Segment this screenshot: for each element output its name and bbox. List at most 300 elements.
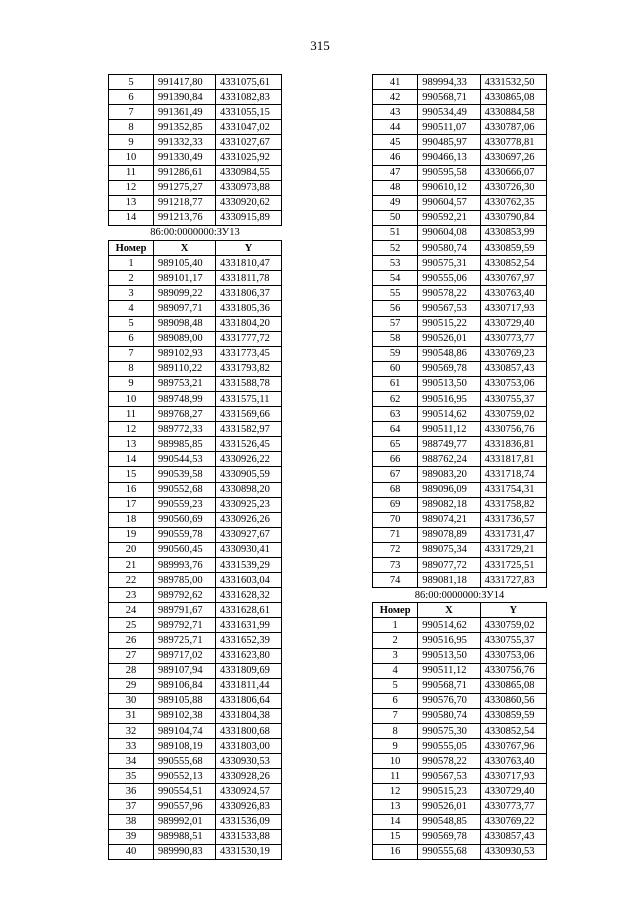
point-number-cell: 11 <box>109 165 154 180</box>
y-coordinate-cell: 4331082,83 <box>216 90 282 105</box>
coordinates-table-left-body <box>109 75 282 860</box>
table-row <box>109 784 282 799</box>
point-number-cell: 60 <box>373 361 418 376</box>
y-coordinate-cell: 4330927,67 <box>216 527 282 542</box>
table-row <box>109 286 282 301</box>
table-row <box>373 422 547 437</box>
x-coordinate-cell: 990575,30 <box>418 724 480 739</box>
y-coordinate-cell: 4331075,61 <box>216 75 282 90</box>
y-coordinate-cell: 4331569,66 <box>216 407 282 422</box>
point-number-cell: 10 <box>109 150 154 165</box>
table-row <box>373 844 547 859</box>
point-number-cell: 54 <box>373 271 418 286</box>
x-coordinate-cell: 990569,78 <box>418 829 480 844</box>
y-coordinate-cell: 4331025,92 <box>216 150 282 165</box>
x-coordinate-cell: 990555,68 <box>418 844 480 859</box>
x-coordinate-cell: 990575,31 <box>418 256 480 271</box>
table-row <box>373 754 547 769</box>
point-number-cell: 4 <box>109 301 154 316</box>
x-coordinate-cell: 990511,12 <box>418 422 480 437</box>
y-coordinate-cell: 4331809,69 <box>216 663 282 678</box>
x-coordinate-cell: 990526,01 <box>418 331 480 346</box>
table-row <box>373 286 547 301</box>
point-number-cell: 7 <box>109 346 154 361</box>
table-row <box>373 241 547 256</box>
y-coordinate-cell: 4331055,15 <box>216 105 282 120</box>
table-row <box>373 391 547 406</box>
point-number-cell: 20 <box>109 542 154 557</box>
point-number-cell: 32 <box>109 724 154 739</box>
x-coordinate-cell: 989994,33 <box>418 75 480 90</box>
table-row <box>109 618 282 633</box>
coordinates-table-right-body <box>373 75 547 860</box>
x-coordinate-cell: 990568,71 <box>418 90 480 105</box>
header-number: Номер <box>373 603 418 618</box>
y-coordinate-cell: 4330790,84 <box>480 210 546 225</box>
table-row <box>109 75 282 90</box>
x-coordinate-cell: 989089,00 <box>154 331 216 346</box>
y-coordinate-cell: 4330853,99 <box>480 225 546 240</box>
y-coordinate-cell: 4331533,88 <box>216 829 282 844</box>
y-coordinate-cell: 4331539,29 <box>216 558 282 573</box>
y-coordinate-cell: 4331777,72 <box>216 331 282 346</box>
y-coordinate-cell: 4330926,26 <box>216 512 282 527</box>
table-row <box>373 135 547 150</box>
y-coordinate-cell: 4331731,47 <box>480 527 546 542</box>
x-coordinate-cell: 989104,74 <box>154 724 216 739</box>
y-coordinate-cell: 4330857,43 <box>480 829 546 844</box>
y-coordinate-cell: 4331804,38 <box>216 708 282 723</box>
table-row <box>109 180 282 195</box>
point-number-cell: 17 <box>109 497 154 512</box>
table-row <box>373 724 547 739</box>
point-number-cell: 13 <box>373 799 418 814</box>
x-coordinate-cell: 989717,02 <box>154 648 216 663</box>
table-row <box>109 663 282 678</box>
point-number-cell: 63 <box>373 407 418 422</box>
x-coordinate-cell: 988749,77 <box>418 437 480 452</box>
x-coordinate-cell: 989099,22 <box>154 286 216 301</box>
x-coordinate-cell: 989098,48 <box>154 316 216 331</box>
point-number-cell: 57 <box>373 316 418 331</box>
point-number-cell: 1 <box>373 618 418 633</box>
point-number-cell: 8 <box>109 361 154 376</box>
x-coordinate-cell: 990555,06 <box>418 271 480 286</box>
x-coordinate-cell: 990569,78 <box>418 361 480 376</box>
point-number-cell: 10 <box>109 391 154 406</box>
y-coordinate-cell: 4331582,97 <box>216 422 282 437</box>
x-coordinate-cell: 989102,93 <box>154 346 216 361</box>
table-row <box>373 527 547 542</box>
table-row <box>109 708 282 723</box>
x-coordinate-cell: 990604,57 <box>418 195 480 210</box>
y-coordinate-cell: 4330787,06 <box>480 120 546 135</box>
point-number-cell: 21 <box>109 558 154 573</box>
point-number-cell: 15 <box>373 829 418 844</box>
x-coordinate-cell: 990555,05 <box>418 739 480 754</box>
y-coordinate-cell: 4330926,83 <box>216 799 282 814</box>
table-row <box>109 150 282 165</box>
point-number-cell: 5 <box>109 75 154 90</box>
table-row <box>109 633 282 648</box>
point-number-cell: 3 <box>109 286 154 301</box>
y-coordinate-cell: 4331536,09 <box>216 814 282 829</box>
y-coordinate-cell: 4331758,82 <box>480 497 546 512</box>
x-coordinate-cell: 989097,71 <box>154 301 216 316</box>
y-coordinate-cell: 4331718,74 <box>480 467 546 482</box>
x-coordinate-cell: 989993,76 <box>154 558 216 573</box>
table-row <box>373 482 547 497</box>
table-row <box>109 422 282 437</box>
table-row <box>109 135 282 150</box>
point-number-cell: 9 <box>109 376 154 391</box>
y-coordinate-cell: 4330753,06 <box>480 648 546 663</box>
point-number-cell: 12 <box>109 422 154 437</box>
y-coordinate-cell: 4331754,31 <box>480 482 546 497</box>
point-number-cell: 31 <box>109 708 154 723</box>
y-coordinate-cell: 4331631,99 <box>216 618 282 633</box>
coordinates-table-left <box>108 74 282 860</box>
table-row <box>109 512 282 527</box>
table-row <box>109 195 282 210</box>
y-coordinate-cell: 4331793,82 <box>216 361 282 376</box>
x-coordinate-cell: 989785,00 <box>154 573 216 588</box>
table-row <box>373 693 547 708</box>
x-coordinate-cell: 989075,34 <box>418 542 480 557</box>
table-row <box>109 693 282 708</box>
point-number-cell: 1 <box>109 256 154 271</box>
x-coordinate-cell: 990560,45 <box>154 542 216 557</box>
point-number-cell: 73 <box>373 558 418 573</box>
y-coordinate-cell: 4330915,89 <box>216 210 282 225</box>
y-coordinate-cell: 4331804,20 <box>216 316 282 331</box>
point-number-cell: 7 <box>373 708 418 723</box>
x-coordinate-cell: 989792,62 <box>154 588 216 603</box>
point-number-cell: 69 <box>373 497 418 512</box>
point-number-cell: 12 <box>109 180 154 195</box>
table-row <box>109 452 282 467</box>
table-row <box>109 844 282 859</box>
point-number-cell: 26 <box>109 633 154 648</box>
point-number-cell: 27 <box>109 648 154 663</box>
y-coordinate-cell: 4330666,07 <box>480 165 546 180</box>
point-number-cell: 71 <box>373 527 418 542</box>
x-coordinate-cell: 989077,72 <box>418 558 480 573</box>
table-row <box>373 467 547 482</box>
y-coordinate-cell: 4330859,59 <box>480 708 546 723</box>
y-coordinate-cell: 4330753,06 <box>480 376 546 391</box>
x-coordinate-cell: 990552,68 <box>154 482 216 497</box>
point-number-cell: 48 <box>373 180 418 195</box>
x-coordinate-cell: 989078,89 <box>418 527 480 542</box>
x-coordinate-cell: 991417,80 <box>154 75 216 90</box>
y-coordinate-cell: 4330769,22 <box>480 814 546 829</box>
point-number-cell: 64 <box>373 422 418 437</box>
x-coordinate-cell: 990552,13 <box>154 769 216 784</box>
table-row <box>373 180 547 195</box>
x-coordinate-cell: 990595,58 <box>418 165 480 180</box>
point-number-cell: 47 <box>373 165 418 180</box>
y-coordinate-cell: 4331810,47 <box>216 256 282 271</box>
x-coordinate-cell: 991390,84 <box>154 90 216 105</box>
y-coordinate-cell: 4331817,81 <box>480 452 546 467</box>
x-coordinate-cell: 990567,53 <box>418 769 480 784</box>
point-number-cell: 28 <box>109 663 154 678</box>
y-coordinate-cell: 4331803,00 <box>216 739 282 754</box>
y-coordinate-cell: 4330973,88 <box>216 180 282 195</box>
point-number-cell: 42 <box>373 90 418 105</box>
y-coordinate-cell: 4331806,64 <box>216 693 282 708</box>
x-coordinate-cell: 990534,49 <box>418 105 480 120</box>
x-coordinate-cell: 990515,23 <box>418 784 480 799</box>
y-coordinate-cell: 4330729,40 <box>480 784 546 799</box>
y-coordinate-cell: 4330925,23 <box>216 497 282 512</box>
table-row <box>109 588 282 603</box>
x-coordinate-cell: 990578,22 <box>418 286 480 301</box>
x-coordinate-cell: 990526,01 <box>418 799 480 814</box>
x-coordinate-cell: 991361,49 <box>154 105 216 120</box>
point-number-cell: 30 <box>109 693 154 708</box>
x-coordinate-cell: 989772,33 <box>154 422 216 437</box>
x-coordinate-cell: 990544,53 <box>154 452 216 467</box>
table-row <box>109 120 282 135</box>
column-header-row <box>109 241 282 256</box>
table-row <box>373 165 547 180</box>
point-number-cell: 13 <box>109 437 154 452</box>
point-number-cell: 41 <box>373 75 418 90</box>
y-coordinate-cell: 4331811,78 <box>216 271 282 286</box>
table-row <box>109 316 282 331</box>
point-number-cell: 11 <box>109 407 154 422</box>
y-coordinate-cell: 4330778,81 <box>480 135 546 150</box>
x-coordinate-cell: 989791,67 <box>154 603 216 618</box>
table-row <box>373 648 547 663</box>
x-coordinate-cell: 991286,61 <box>154 165 216 180</box>
page-number: 315 <box>310 38 330 53</box>
y-coordinate-cell: 4331530,19 <box>216 844 282 859</box>
y-coordinate-cell: 4330717,93 <box>480 769 546 784</box>
table-row <box>373 225 547 240</box>
table-row <box>109 497 282 512</box>
y-coordinate-cell: 4330860,56 <box>480 693 546 708</box>
x-coordinate-cell: 990576,70 <box>418 693 480 708</box>
table-row <box>109 603 282 618</box>
table-row <box>109 467 282 482</box>
y-coordinate-cell: 4331736,57 <box>480 512 546 527</box>
y-coordinate-cell: 4330767,96 <box>480 739 546 754</box>
y-coordinate-cell: 4330898,20 <box>216 482 282 497</box>
point-number-cell: 36 <box>109 784 154 799</box>
y-coordinate-cell: 4330859,59 <box>480 241 546 256</box>
point-number-cell: 70 <box>373 512 418 527</box>
table-row <box>109 391 282 406</box>
point-number-cell: 24 <box>109 603 154 618</box>
y-coordinate-cell: 4330928,26 <box>216 769 282 784</box>
table-row <box>373 105 547 120</box>
table-row <box>109 165 282 180</box>
y-coordinate-cell: 4331800,68 <box>216 724 282 739</box>
section-title: 86:00:0000000:ЗУ14 <box>373 588 547 603</box>
header-y: Y <box>480 603 546 618</box>
point-number-cell: 55 <box>373 286 418 301</box>
y-coordinate-cell: 4330773,77 <box>480 331 546 346</box>
y-coordinate-cell: 4330729,40 <box>480 316 546 331</box>
y-coordinate-cell: 4330755,37 <box>480 391 546 406</box>
x-coordinate-cell: 990592,21 <box>418 210 480 225</box>
point-number-cell: 44 <box>373 120 418 135</box>
point-number-cell: 62 <box>373 391 418 406</box>
table-row <box>373 256 547 271</box>
y-coordinate-cell: 4331588,78 <box>216 376 282 391</box>
y-coordinate-cell: 4331526,45 <box>216 437 282 452</box>
y-coordinate-cell: 4331047,02 <box>216 120 282 135</box>
y-coordinate-cell: 4330756,76 <box>480 663 546 678</box>
x-coordinate-cell: 989105,88 <box>154 693 216 708</box>
table-row <box>109 346 282 361</box>
table-row <box>373 376 547 391</box>
point-number-cell: 59 <box>373 346 418 361</box>
x-coordinate-cell: 989102,38 <box>154 708 216 723</box>
table-row <box>373 663 547 678</box>
point-number-cell: 37 <box>109 799 154 814</box>
x-coordinate-cell: 991275,27 <box>154 180 216 195</box>
table-row <box>109 754 282 769</box>
point-number-cell: 7 <box>109 105 154 120</box>
table-row <box>373 452 547 467</box>
point-number-cell: 9 <box>109 135 154 150</box>
table-row <box>373 829 547 844</box>
point-number-cell: 3 <box>373 648 418 663</box>
table-row <box>109 331 282 346</box>
column-header-row <box>373 603 547 618</box>
x-coordinate-cell: 991218,77 <box>154 195 216 210</box>
table-row <box>373 301 547 316</box>
point-number-cell: 9 <box>373 739 418 754</box>
y-coordinate-cell: 4330769,23 <box>480 346 546 361</box>
point-number-cell: 2 <box>109 271 154 286</box>
header-number: Номер <box>109 241 154 256</box>
point-number-cell: 12 <box>373 784 418 799</box>
table-row <box>109 376 282 391</box>
point-number-cell: 43 <box>373 105 418 120</box>
x-coordinate-cell: 989096,09 <box>418 482 480 497</box>
table-row <box>373 437 547 452</box>
y-coordinate-cell: 4331628,32 <box>216 588 282 603</box>
point-number-cell: 38 <box>109 814 154 829</box>
point-number-cell: 72 <box>373 542 418 557</box>
y-coordinate-cell: 4330755,37 <box>480 633 546 648</box>
table-row <box>109 105 282 120</box>
y-coordinate-cell: 4330920,62 <box>216 195 282 210</box>
header-y: Y <box>216 241 282 256</box>
y-coordinate-cell: 4331603,04 <box>216 573 282 588</box>
y-coordinate-cell: 4330773,77 <box>480 799 546 814</box>
point-number-cell: 19 <box>109 527 154 542</box>
y-coordinate-cell: 4331729,21 <box>480 542 546 557</box>
x-coordinate-cell: 989792,71 <box>154 618 216 633</box>
y-coordinate-cell: 4330759,02 <box>480 618 546 633</box>
point-number-cell: 68 <box>373 482 418 497</box>
table-row <box>109 482 282 497</box>
y-coordinate-cell: 4331027,67 <box>216 135 282 150</box>
point-number-cell: 67 <box>373 467 418 482</box>
table-row <box>109 724 282 739</box>
x-coordinate-cell: 990511,07 <box>418 120 480 135</box>
x-coordinate-cell: 990580,74 <box>418 708 480 723</box>
y-coordinate-cell: 4330756,76 <box>480 422 546 437</box>
point-number-cell: 39 <box>109 829 154 844</box>
y-coordinate-cell: 4330865,08 <box>480 90 546 105</box>
point-number-cell: 66 <box>373 452 418 467</box>
x-coordinate-cell: 989083,20 <box>418 467 480 482</box>
table-row <box>109 301 282 316</box>
y-coordinate-cell: 4330930,41 <box>216 542 282 557</box>
x-coordinate-cell: 989748,99 <box>154 391 216 406</box>
header-x: X <box>418 603 480 618</box>
x-coordinate-cell: 990516,95 <box>418 391 480 406</box>
table-row <box>109 558 282 573</box>
x-coordinate-cell: 990513,50 <box>418 648 480 663</box>
point-number-cell: 46 <box>373 150 418 165</box>
point-number-cell: 14 <box>373 814 418 829</box>
x-coordinate-cell: 990513,50 <box>418 376 480 391</box>
x-coordinate-cell: 989753,21 <box>154 376 216 391</box>
table-row <box>373 150 547 165</box>
y-coordinate-cell: 4330763,40 <box>480 754 546 769</box>
table-row <box>109 407 282 422</box>
point-number-cell: 45 <box>373 135 418 150</box>
table-row <box>109 90 282 105</box>
x-coordinate-cell: 990514,62 <box>418 407 480 422</box>
y-coordinate-cell: 4331805,36 <box>216 301 282 316</box>
y-coordinate-cell: 4330763,40 <box>480 286 546 301</box>
x-coordinate-cell: 990555,68 <box>154 754 216 769</box>
table-row <box>373 633 547 648</box>
x-coordinate-cell: 989074,21 <box>418 512 480 527</box>
section-title: 86:00:0000000:ЗУ13 <box>109 225 282 240</box>
x-coordinate-cell: 991332,33 <box>154 135 216 150</box>
x-coordinate-cell: 990578,22 <box>418 754 480 769</box>
x-coordinate-cell: 990511,12 <box>418 663 480 678</box>
table-row <box>373 497 547 512</box>
y-coordinate-cell: 4331532,50 <box>480 75 546 90</box>
table-row <box>373 542 547 557</box>
y-coordinate-cell: 4330905,59 <box>216 467 282 482</box>
point-number-cell: 5 <box>109 316 154 331</box>
x-coordinate-cell: 989990,83 <box>154 844 216 859</box>
x-coordinate-cell: 990557,96 <box>154 799 216 814</box>
point-number-cell: 14 <box>109 210 154 225</box>
point-number-cell: 15 <box>109 467 154 482</box>
x-coordinate-cell: 989106,84 <box>154 678 216 693</box>
point-number-cell: 40 <box>109 844 154 859</box>
point-number-cell: 11 <box>373 769 418 784</box>
point-number-cell: 25 <box>109 618 154 633</box>
x-coordinate-cell: 990559,78 <box>154 527 216 542</box>
y-coordinate-cell: 4330884,58 <box>480 105 546 120</box>
table-row <box>109 829 282 844</box>
point-number-cell: 22 <box>109 573 154 588</box>
table-row <box>109 678 282 693</box>
table-row <box>109 573 282 588</box>
point-number-cell: 49 <box>373 195 418 210</box>
y-coordinate-cell: 4331806,37 <box>216 286 282 301</box>
y-coordinate-cell: 4331623,80 <box>216 648 282 663</box>
point-number-cell: 16 <box>109 482 154 497</box>
table-row <box>373 512 547 527</box>
table-row <box>373 739 547 754</box>
table-row <box>373 361 547 376</box>
